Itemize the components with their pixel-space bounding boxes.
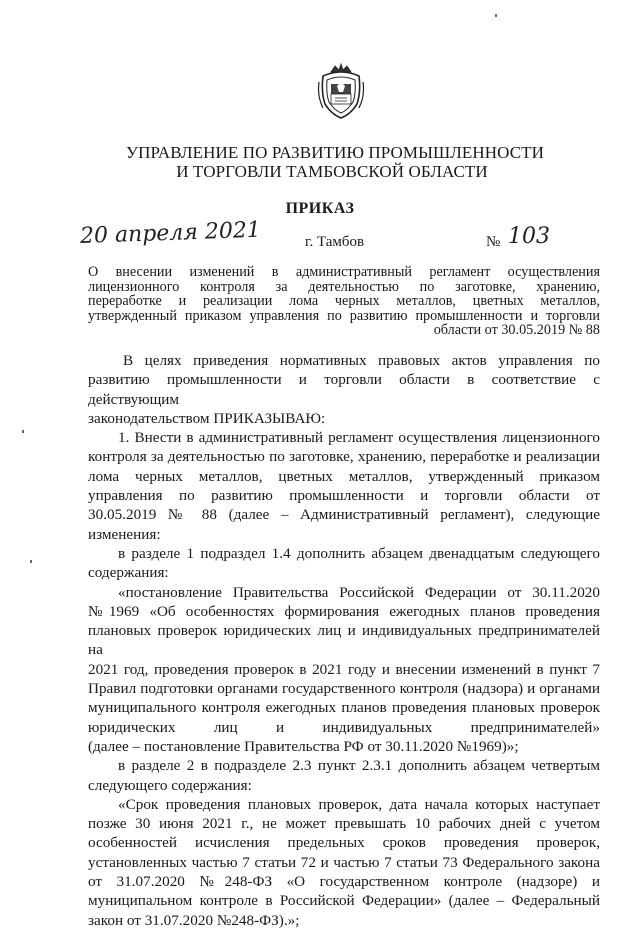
number-sign: № [486,234,501,250]
coat-of-arms-emblem [317,62,365,120]
body-line: управления по развитию промышленности и торговли области от [88,487,600,505]
subject-line: области от 30.05.2019 № 88 [433,322,600,338]
body-line: «постановление Правительства Российской Федерации от 30.11.2020 [118,583,600,601]
body-line: от 31.07.2020 №248-ФЗ «О государственном контроле (надзоре) и [88,873,600,891]
subject-line: О внесении изменений в административный регламент осуществления [88,264,600,280]
body-line: 30.05.2019 № 88 (далее – Административный регламент), следующие [88,506,600,524]
agency-name-line-2: И ТОРГОВЛИ ТАМБОВСКОЙ ОБЛАСТИ [176,162,488,181]
body-line: №1969 «Об особенностях формирования ежегодных планов проведения [88,602,600,620]
handwritten-number: 103 [508,224,550,249]
body-line: В целях приведения нормативных правовых актов управления по [123,352,600,369]
handwritten-date: 20 апреля 2021 [79,217,262,249]
city-label: г. Тамбов [305,234,365,250]
body-line: закон от 31.07.2020 №248-ФЗ).»; [88,911,300,929]
subject-line: лицензионного контроля за деятельностью по заготовке, хранению, [88,278,600,295]
body-line: развитию промышленности и торговли области в соответствие с действующим [88,371,600,408]
scan-speck [22,430,24,433]
body-line: лома черных металлов, цветных металлов, утвержденный приказом [88,467,600,485]
body-line: особенностей исчисления предельных сроков проведения проверок, [88,834,600,852]
subject-line: утвержденный приказом управления по развитию промышленности и торговли [88,307,600,324]
subject-line: переработке и реализации лома черных металлов, цветных металлов, [88,293,600,309]
order-body [88,351,600,930]
body-line: плановых проверок юридических лиц и индивидуальных предпринимателей на [88,622,600,659]
body-line: установленных частью 7 статьи 72 и частью 7 статьи 73 Федерального закона [88,853,600,871]
body-line: изменения: [88,525,161,543]
document-type-title: ПРИКАЗ [285,200,355,217]
agency-name-line-1: УПРАВЛЕНИЕ ПО РАЗВИТИЮ ПРОМЫШЛЕННОСТИ [125,143,545,162]
scan-speck [30,560,32,563]
body-line: содержания: [88,564,169,582]
body-line: Правил подготовки органами государственного контроля (надзора) и органами [88,680,600,698]
body-line: (далее – постановление Правительства РФ от 30.11.2020 №1969)»; [88,737,519,755]
body-line: муниципальном контроле в Российской Федерации» (далее – Федеральный [88,892,600,910]
body-line: в разделе 1 подраздел 1.4 дополнить абзацем двенадцатым следующего [118,544,600,562]
body-line: следующего содержания: [88,776,252,794]
body-line: позже 30 июня 2021 г., не может превышать 10 рабочих дней с учетом [88,815,600,833]
body-line: «Срок проведения плановых проверок, дата начала которых наступает [118,795,600,813]
body-line: юридических лиц и индивидуальных предпринимателей» [88,718,600,736]
body-line: контроля за деятельностью по заготовке, хранению, переработке и реализации [88,448,600,466]
body-line: 2021 год, проведения проверок в 2021 году и внесении изменений в пункт 7 [88,660,600,678]
order-subject [88,265,600,338]
body-line: муниципального контроля ежегодных планов проведения плановых проверок [88,699,600,717]
body-line: 1. Внести в административный регламент осуществления лицензионного [118,429,600,447]
body-line: в разделе 2 в подразделе 2.3 пункт 2.3.1 дополнить абзацем четвертым [118,757,600,775]
body-line: законодательством ПРИКАЗЫВАЮ: [88,409,326,427]
scan-speck [495,14,497,17]
